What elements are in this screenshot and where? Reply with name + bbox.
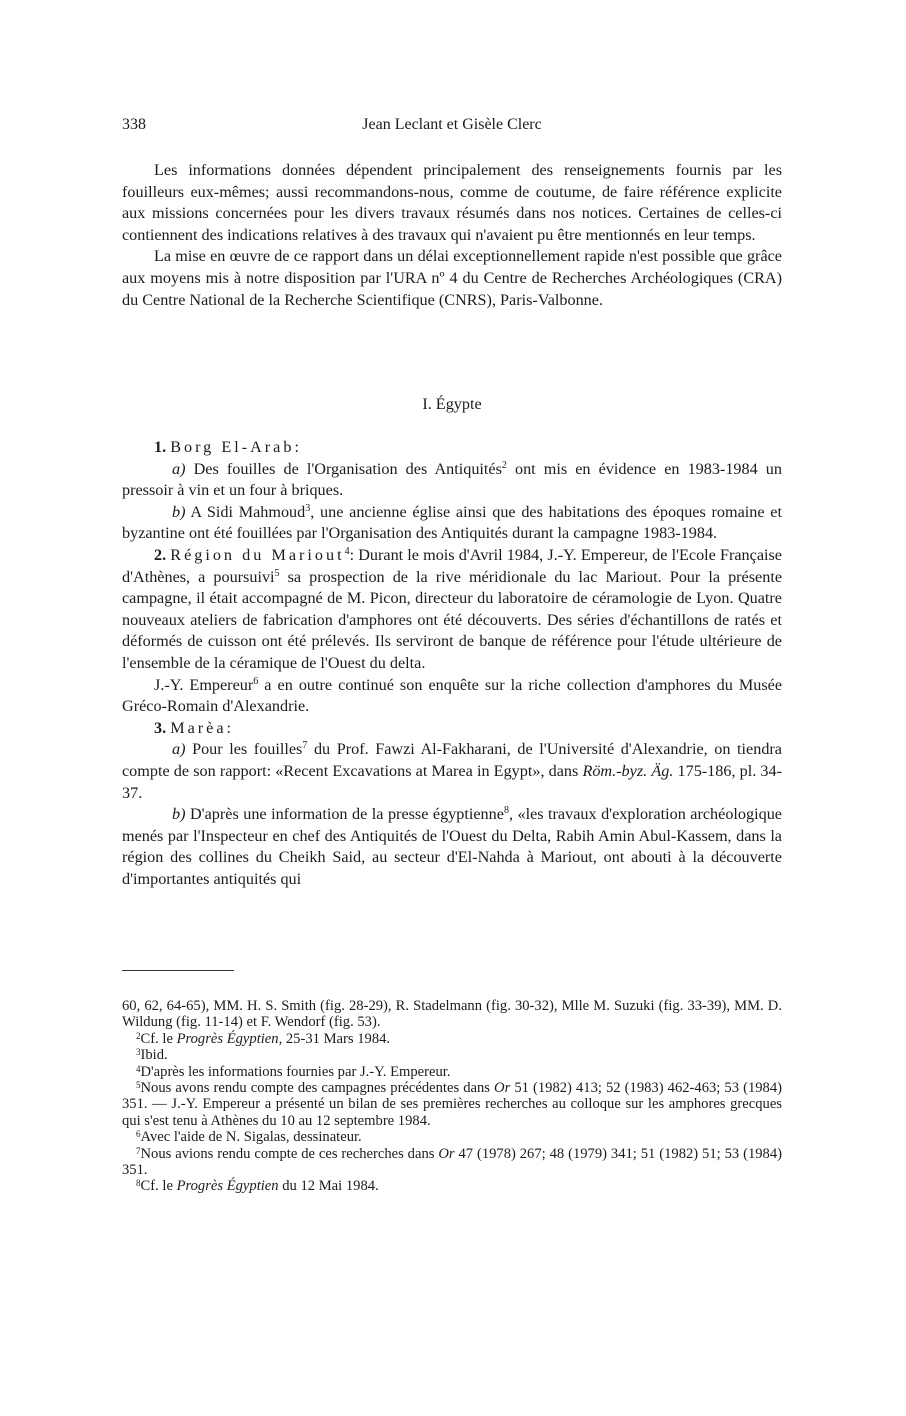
footnote-4: $^4$D'après les informations fournies par J.-Y. Empereur. (136, 1063, 451, 1080)
item-label: a) (172, 740, 186, 759)
entry-3b: b) D'après une information de la presse égyptienne$^8$, «les travaux d'exploration archéologique menés par l'Inspecteur en chef des Antiquités de l'Ouest du Delta, Rabih Amin Abul-Kassem, dans la région des collines du Cheikh Said, au secteur d'El-Nahda à Mariout, ont abouti à la découverte d'importantes antiquités qui (122, 805, 782, 888)
entry-3a: a) Pour les fouilles$^7$ du Prof. Fawzi Al-Fakharani, de l'Université d'Alexandrie, on tiendra compte de son rapport: «Recent Excavations at Marea in Egypt», dans Röm.-byz. Äg. 175-186, pl. 34-37. (122, 740, 782, 802)
journal-title: Röm.-byz. Äg. (582, 761, 674, 780)
running-head: Jean Leclant et Gisèle Clerc (362, 116, 542, 133)
entry-number: 1. (154, 438, 167, 456)
footnote-7: $^7$Nous avions rendu compte de ces recherches dans Or 47 (1978) 267; 48 (1979) 341; 51 (1982) 51; 53 (1984) 351. (122, 1145, 782, 1179)
item-label: b) (172, 502, 186, 521)
page-number: 338 (122, 116, 146, 133)
footnote-ref: 2 (501, 459, 507, 471)
item-label: b) (172, 805, 186, 824)
section-body (122, 437, 782, 890)
entry-2: 2. Région du Mariout$^4$: Durant le mois d'Avril 1984, J.-Y. Empereur, de l'Ecole Française d'Athènes, a poursuivi$^5$ sa prospection de la rive méridionale du lac Mariout. Pour la présente campagne, il était accompagné de M. Picon, directeur du laboratoire de céramologie de Lyon. Quatre nouveaux ateliers de fabrication d'amphores ont été découverts. Des séries d'échantillons de ratés et déformés de cuisson ont été prélevés. Ils serviront de banque de référence pour l'étude ultérieure de l'ensemble de la céramique de l'Ouest du delta. (122, 545, 782, 672)
intro-paragraph-1: Les informations données dépendent principalement des renseignements fournis par les fouilleurs eux-mêmes; aussi recommandons-nous, comme de coutume, de faire référence explicite aux missions concernées pour les divers travaux résumés dans nos notices. Certaines de celles-ci contiennent des indications relatives à des travaux qui n'avaient pu être mentionnés en leur temps. (122, 161, 782, 244)
entry-1b: b) A Sidi Mahmoud$^3$, une ancienne église ainsi que des habitations des époques romaine et byzantine ont été fouillées par l'Organisation des Antiquités durant la campagne 1983-1984. (122, 502, 782, 543)
site-name: Marèa: (170, 718, 235, 737)
footnote-6: $^6$Avec l'aide de N. Sigalas, dessinateur. (136, 1129, 362, 1146)
entry-2-continued: J.-Y. Empereur$^6$ a en outre continué son enquête sur la riche collection d'amphores du Musée Gréco-Romain d'Alexandrie. (122, 675, 782, 716)
footnote-ref: 3 (305, 502, 311, 514)
footnote-ref: 7 (302, 740, 308, 752)
intro-text (122, 160, 782, 311)
entry-1a: a) Des fouilles de l'Organisation des Antiquités$^2$ ont mis en évidence en 1983-1984 un pressoir à vin et un four à briques. (122, 459, 782, 500)
site-name: Borg El-Arab: (170, 438, 302, 456)
page-header (122, 116, 782, 138)
entry-1-heading (122, 437, 782, 459)
footnote-8: $^8$Cf. le Progrès Égyptien du 12 Mai 1984. (136, 1178, 379, 1195)
entry-number: 3. (154, 718, 167, 737)
entry-number: 2. (154, 545, 167, 564)
item-label: a) (172, 459, 186, 478)
entry-3-heading (122, 718, 782, 740)
footnotes (122, 998, 782, 1195)
footnote-2: $^2$Cf. le Progrès Égyptien, 25-31 Mars 1984. (136, 1030, 391, 1047)
intro-paragraph-2: La mise en œuvre de ce rapport dans un délai exceptionnellement rapide n'est possible que grâce aux moyens mis à notre disposition par l'URA nº 4 du Centre de Recherches Archéologiques (CRA) du Centre National de la Recherche Scientifique (CNRS), Paris-Valbonne. (122, 247, 782, 309)
footnote-ref: 8 (503, 805, 509, 817)
site-name: Région du Mariout (170, 545, 345, 564)
footnote-3: $^3$Ibid. (136, 1047, 168, 1064)
footnote-ref: 5 (274, 567, 280, 579)
footnote-continuation: 60, 62, 64-65), MM. H. S. Smith (fig. 28-29), R. Stadelmann (fig. 30-32), Mlle M. Suzuki (fig. 33-39), MM. D. Wildung (fig. 11-14) et F. Wendorf (fig. 53). (122, 998, 782, 1031)
section-title: I. Égypte (422, 395, 482, 413)
footnote-ref: 6 (253, 675, 259, 687)
footnote-ref: 4 (344, 545, 350, 557)
footnote-5: $^5$Nous avons rendu compte des campagnes précédentes dans Or 51 (1982) 413; 52 (1983) 462-463; 53 (1984) 351. — J.-Y. Empereur a présenté un bilan de ses premières recherches au colloque sur les amphores grecques qui s'est tenu à Athènes du 10 au 12 septembre 1984. (122, 1080, 782, 1129)
footnote-divider (122, 970, 234, 971)
